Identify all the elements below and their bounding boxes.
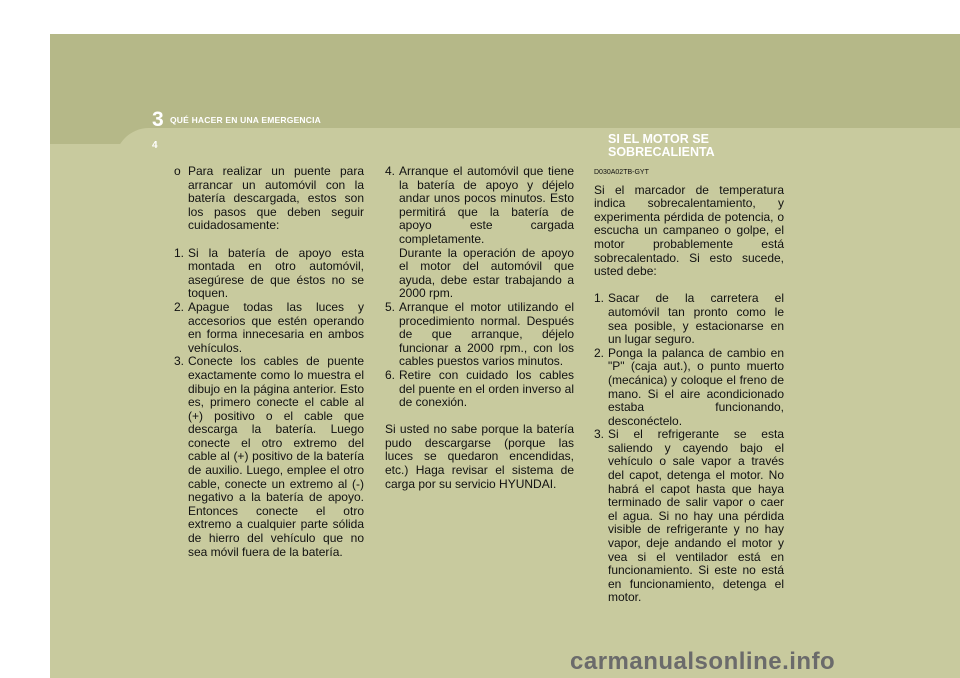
note-paragraph: Si usted no sabe porque la batería pudo descargarse (porque las luces se quedaron encendidas, etc.) Haga revisar el sistema de carga por su servicio HYUNDAI. [385, 422, 574, 491]
list-item [174, 301, 364, 355]
page-number: 4 [152, 140, 158, 151]
list-item [594, 347, 784, 429]
column-jump-start-continued [385, 165, 574, 491]
step-text: Sacar de la carretera el automóvil tan pronto como le sea posible, y estacionarse en un lugar seguro. [608, 291, 784, 347]
step-marker: 6. [385, 367, 396, 382]
list-item [385, 301, 574, 369]
section-title [608, 133, 778, 159]
step-text: Conecte los cables de puente exactamente como lo muestra el dibujo en la página anterior. Esto es, primero conecte el cable al (+) positivo o el cable que descarga la batería. Luego conecte el otro extremo del cable al (+) positivo de la batería de auxilio. Luego, emplee el otro cable, conecte un extremo al (-) negativo a la batería de apoyo. Entonces conecte el otro extremo a cualquier parte sólida de hierro del vehículo que no sea móvil fuera de la batería. [188, 354, 364, 559]
list-item [385, 165, 574, 301]
step-text: Si la batería de apoyo esta montada en otro automóvil, asegúrese de que éstos no se toquen. [188, 245, 364, 301]
chapter-title: QUÉ HACER EN UNA EMERGENCIA [170, 115, 322, 125]
watermark-text: carmanualsonline.info [570, 648, 836, 675]
section-title-line1: SI EL MOTOR SE [608, 132, 709, 146]
section-title-line2: SOBRECALIENTA [608, 145, 715, 159]
intro-item [174, 165, 364, 233]
overheat-intro: Si el marcador de temperatura indica sobrecalentamiento, y experimenta pérdida de potencia, o escucha un campaneo o golpe, el motor probablemente está sobrecalentado. Si esto sucede, usted debe: [594, 182, 784, 279]
list-item [385, 369, 574, 410]
step-marker: 2. [594, 345, 605, 360]
list-item [594, 292, 784, 346]
step-marker: 4. [385, 164, 396, 178]
column-jump-start-steps [174, 165, 364, 559]
column-overheating [594, 169, 784, 605]
step-text: Arranque el automóvil que tiene la batería de apoyo y déjelo andar unos pocos minutos. Esto permitirá que la batería de apoyo este cargada completamente. [399, 164, 574, 246]
step-text: Retire con cuidado los cables del puente en el orden inverso al de conexión. [399, 367, 574, 410]
step-text: Si el refrigerante se esta saliendo y cayendo bajo el vehículo o sale vapor a través del capot, detenga el motor. No habrá el capot hasta que haya terminado de salir vapor o caer el agua. Si no hay una pérdida visible de refrigerante y no hay vapor, deje andando el motor y vea si el ventilador está en funcionamiento. Si este no está en funcionamiento, detenga el motor. [608, 427, 784, 605]
section-code: D030A02TB-GYT [594, 169, 649, 176]
step-text: Apague todas las luces y accesorios que estén operando en forma innecesaria en ambos vehículos. [188, 299, 364, 355]
step-marker: 2. [174, 299, 185, 314]
list-item [174, 355, 364, 559]
chapter-number: 3 [152, 108, 164, 131]
intro-text: Para realizar un puente para arrancar un automóvil con la batería descargada, estos son los pasos que deben seguir cuidadosamente: [188, 164, 364, 233]
list-item [174, 247, 364, 301]
bullet-marker: o [174, 164, 181, 178]
step-text: Arranque el motor utilizando el procedimiento normal. Después de que arranque, déjelo funcionar a 2000 rpm., con los cables puestos varios minutos. [399, 299, 574, 369]
list-item [594, 428, 784, 605]
step-marker: 1. [594, 291, 605, 306]
step-extra-text: Durante la operación de apoyo el motor del automóvil que ayuda, debe estar trabajando a 2000 rpm. [399, 245, 574, 301]
step-marker: 5. [385, 299, 396, 314]
step-marker: 1. [174, 245, 185, 260]
step-text: Ponga la palanca de cambio en "P" (caja aut.), o punto muerto (mecánica) y coloque el freno de mano. Si el aire acondicionado estaba funcionando, desconéctelo. [608, 345, 784, 428]
step-marker: 3. [174, 354, 185, 369]
step-marker: 3. [594, 427, 605, 442]
